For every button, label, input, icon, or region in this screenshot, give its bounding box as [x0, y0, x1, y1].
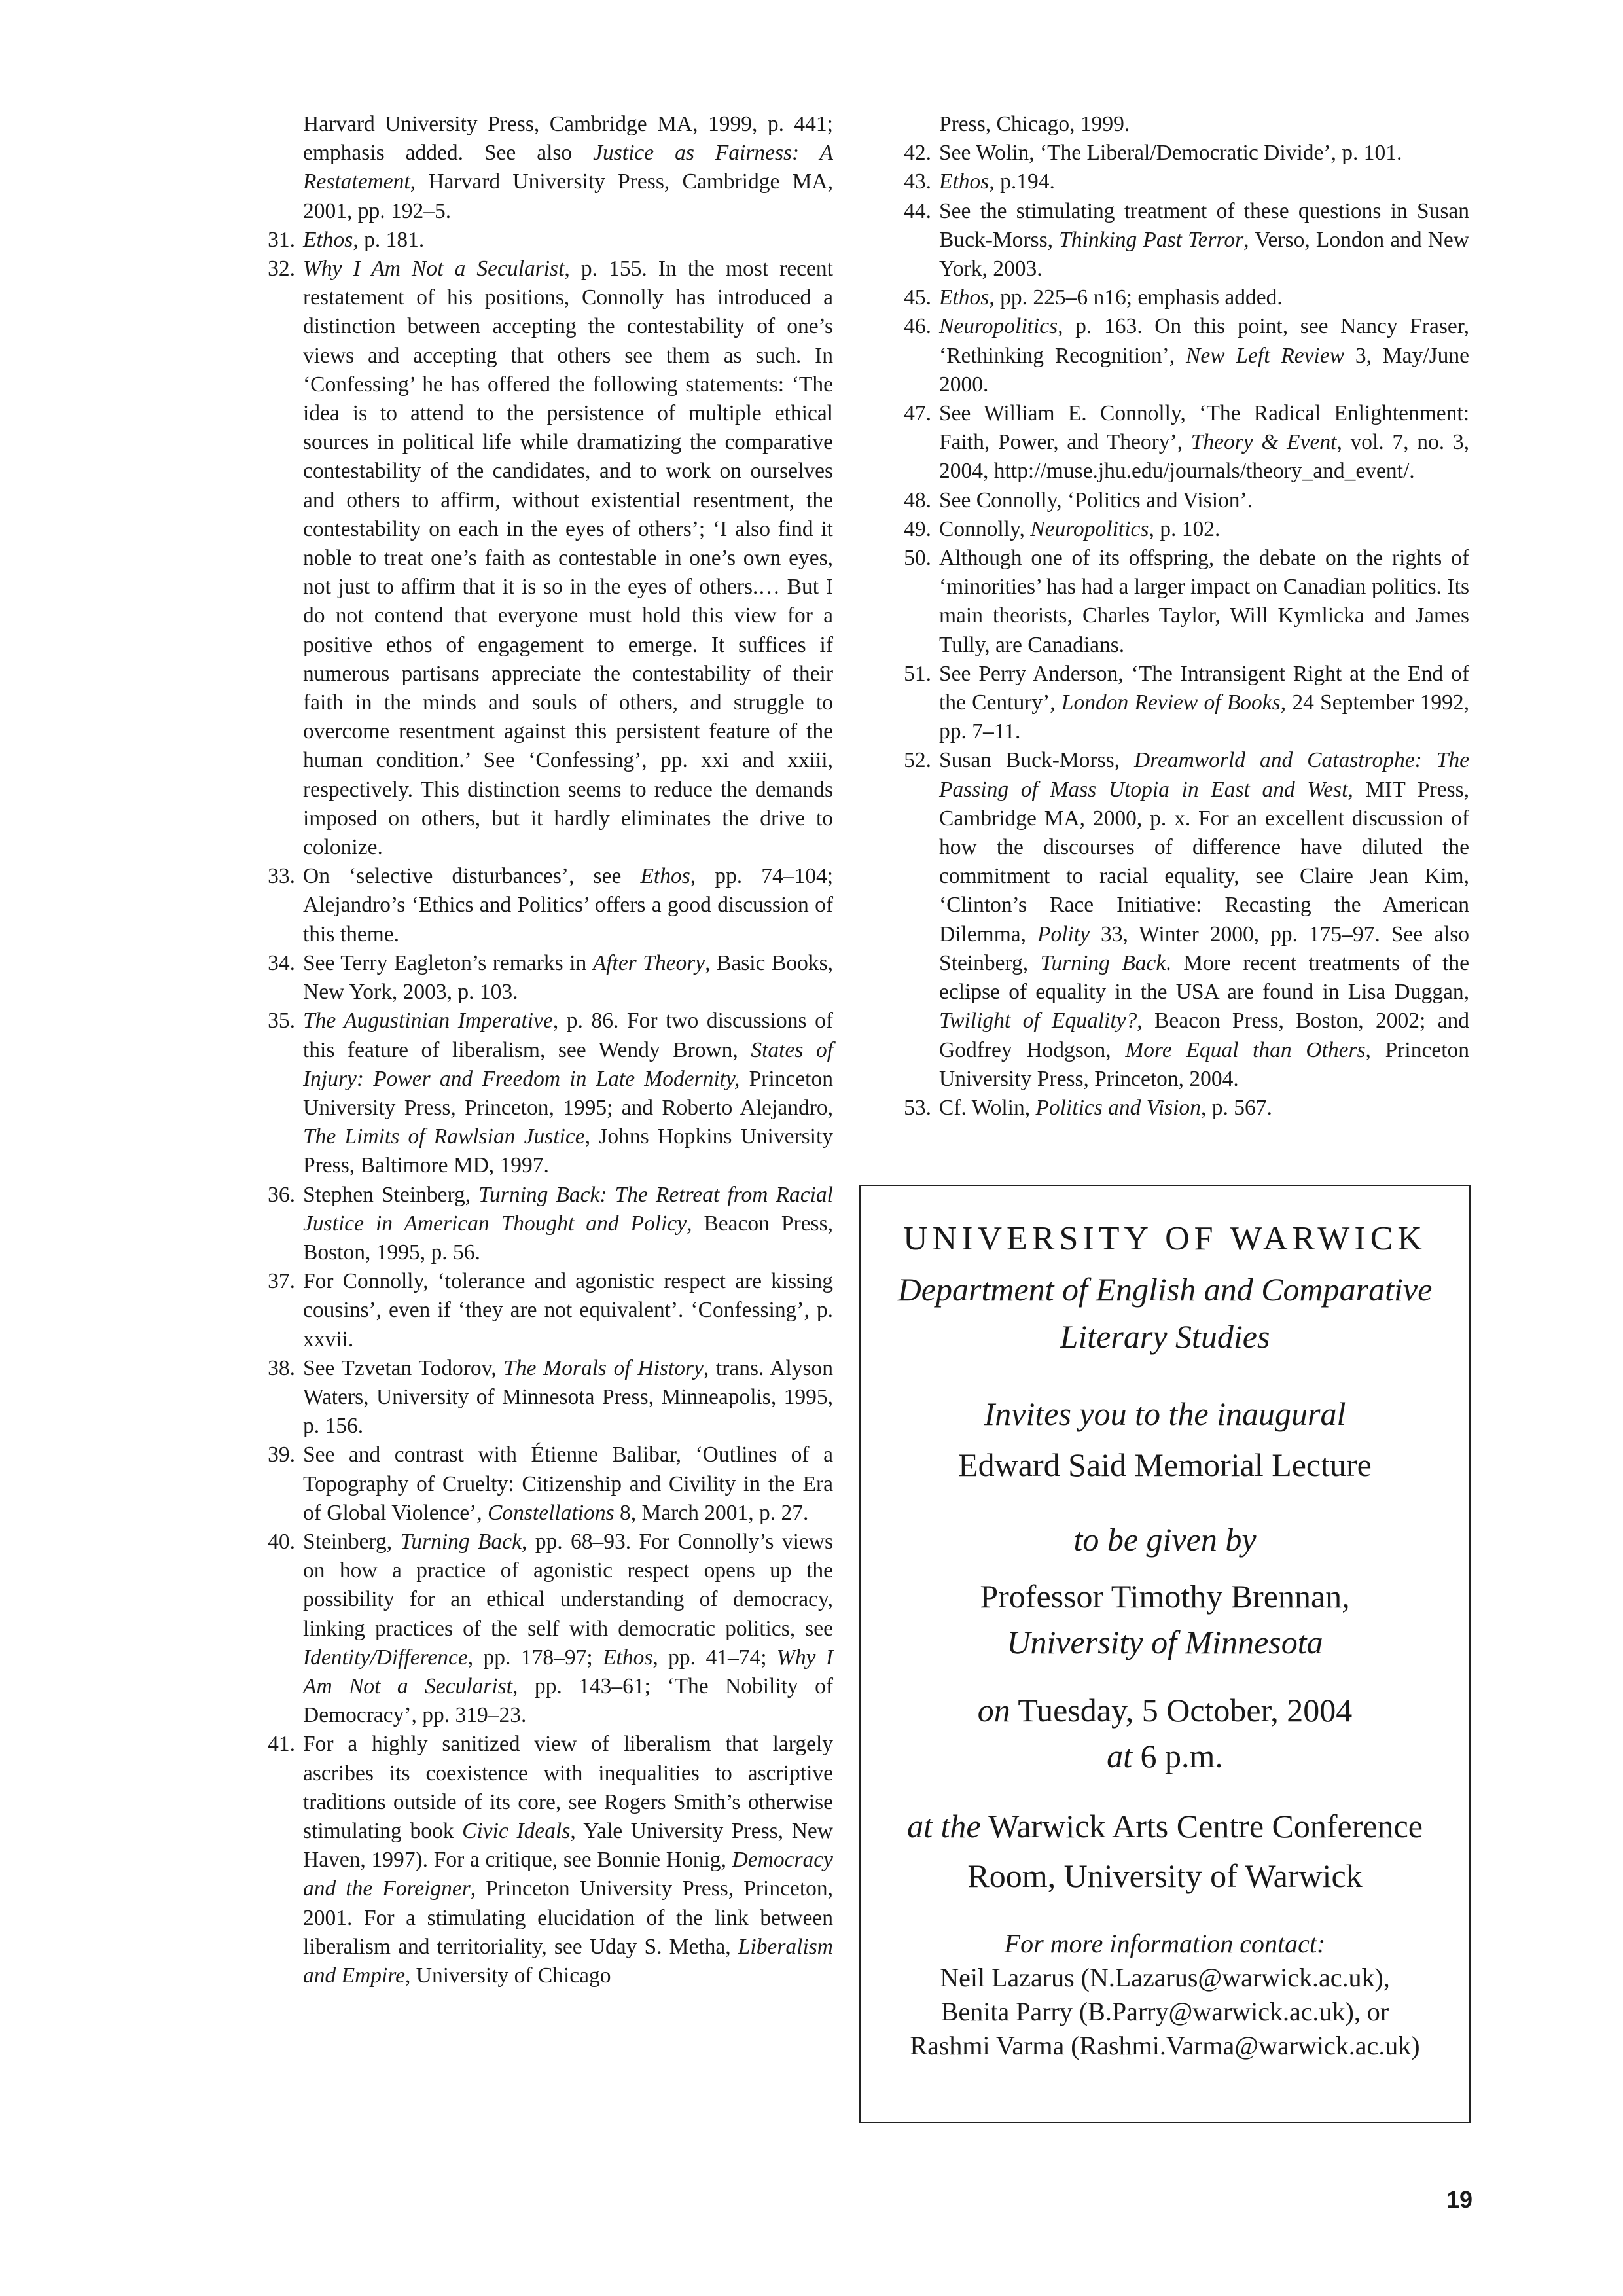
lecture-venue: at the Warwick Arts Centre Conference Room, University of Warwick [907, 1808, 1423, 1894]
note-45: 45. Ethos, pp. 225–6 n16; emphasis added. [904, 285, 1283, 310]
note-32: 32. Why I Am Not a Secularist, p. 155. In the most recent restatement of his positions, Connolly has introduced a distinction between accepting the contestability of one’s views and accepting that others see them as such. In ‘Confessing’ he has offered the following statements: ‘The idea is to attend to the persistence of multiple ethical sources in political life while dramatizing the comparative contestability of the candidates, and to work on ourselves and others to affirm, without existential resentment, the contestability on each in the eyes of others’; ‘I also find it noble to treat one’s faith as contestable in one’s own eyes, not just to affirm that it is so in the eyes of others.… But I do not contend that everyone must hold this view for a positive ethos of engagement to emerge. It suffices if numerous partisans appreciate the contestability of their faith in the minds and souls of others, and struggle to overcome resentment against this persistent feature of the human condition.’ See ‘Confessing’, pp. xxi and xxiii, respectively. This distinction seems to reduce the demands imposed on others, but it hardly eliminates the drive to colonize. [268, 257, 833, 860]
note-49: 49. Connolly, Neuropolitics, p. 102. [904, 516, 1221, 541]
contact-list [861, 1961, 1469, 2063]
note-47: 47. See William E. Connolly, ‘The Radical Enlightenment: Faith, Power, and Theory’, Theory & Event, vol. 7, no. 3, 2004, http://muse.jhu.edu/journals/theory_and_event/. [904, 401, 1469, 484]
page-number: 19 [1446, 2186, 1472, 2213]
note-33: 33. On ‘selective disturbances’, see Ethos, pp. 74–104; Alejandro’s ‘Ethics and Politics’ offers a good discussion of this theme. [268, 864, 834, 946]
left-column [264, 110, 833, 1990]
note-42: 42. See Wolin, ‘The Liberal/Democratic Divide’, p. 101. [904, 141, 1402, 166]
speaker-affiliation: University of Minnesota [1007, 1624, 1323, 1660]
note-52: 52. Susan Buck-Morss, Dreamworld and Catastrophe: The Passing of Mass Utopia in East and West, MIT Press, Cambridge MA, 2000, p. x. For an excellent discussion of how the discourses of difference have diluted the commitment to racial equality, see Claire Jean Kim, ‘Clinton’s Race Initiative: Recasting the American Dilemma, Polity 33, Winter 2000, pp. 175–97. See also Steinberg, Turning Back. More recent treatments of the eclipse of equality in the USA are found in Lisa Duggan, Twilight of Equality?, Beacon Press, Boston, 2002; and Godfrey Hodgson, More Equal than Others, Princeton University Press, Princeton, 2004. [904, 748, 1470, 1091]
department-name: Department of English and Comparative Literary Studies [897, 1271, 1433, 1355]
note-38: 38. See Tzvetan Todorov, The Morals of History, trans. Alyson Waters, University of Minnesota Press, Minneapolis, 1995, p. 156. [268, 1355, 833, 1439]
note-48: 48. See Connolly, ‘Politics and Vision’. [904, 488, 1253, 512]
note-30-continued: Harvard University Press, Cambridge MA, 1999, p. 441; emphasis added. See also Justice as Fairness: A Restatement, Harvard University Press, Cambridge MA, 2001, pp. 192–5. [303, 112, 833, 223]
note-34: 34. See Terry Eagleton’s remarks in After Theory, Basic Books, New York, 2003, p. 103. [268, 950, 833, 1005]
note-41-continued: Press, Chicago, 1999. [939, 112, 1130, 136]
lecture-announcement-box [859, 1185, 1471, 2123]
note-51: 51. See Perry Anderson, ‘The Intransigent Right at the End of the Century’, London Review of Books, 24 September 1992, pp. 7–11. [904, 661, 1470, 744]
note-41: 41. For a highly sanitized view of liberalism that largely ascribes its coexistence with inequalities to ascriptive traditions outside of its core, see Rogers Smith’s otherwise stimulating book Civic Ideals, Yale University Press, New Haven, 1997). For a critique, see Bonnie Honig, Democracy and the Foreigner, Princeton University Press, Princeton, 2001. For a stimulating elucidation of the link between liberalism and territoriality, see Uday S. Metha, Liberalism and Empire, University of Chicago [268, 1732, 834, 1988]
note-44: 44. See the stimulating treatment of these questions in Susan Buck-Morss, Thinking Past Terror, Verso, London and New York, 2003. [904, 198, 1469, 281]
note-43: 43. Ethos, p.194. [904, 170, 1055, 194]
lecture-date: on Tuesday, 5 October, 2004 [977, 1692, 1353, 1729]
contact-varma: Rashmi Varma (Rashmi.Varma@warwick.ac.uk) [910, 2031, 1420, 2060]
note-40: 40. Steinberg, Turning Back, pp. 68–93. For Connolly’s views on how a practice of agonistic respect opens up the possibility for an ethical understanding of democracy, linking practices of the self with democratic politics, see Identity/Difference, pp. 178–97; Ethos, pp. 41–74; Why I Am Not a Secularist, pp. 143–61; ‘The Nobility of Democracy’, pp. 319–23. [268, 1529, 834, 1728]
note-37: 37. For Connolly, ‘tolerance and agonistic respect are kissing cousins’, even if ‘they are not equivalent’. ‘Confessing’, p. xxvii. [268, 1269, 833, 1352]
contact-lazarus: Neil Lazarus (N.Lazarus@warwick.ac.uk), [940, 1963, 1390, 1992]
contact-heading: For more information contact: [1004, 1929, 1326, 1958]
note-50: 50. Although one of its offspring, the debate on the rights of ‘minorities’ has had a larger impact on Canadian politics. Its main theorists, Charles Taylor, Will Kymlicka and James Tully, are Canadians. [904, 546, 1469, 657]
contact-parry: Benita Parry (B.Parry@warwick.ac.uk), or [940, 1997, 1389, 2026]
lecture-title: Edward Said Memorial Lecture [958, 1446, 1372, 1483]
speaker-name: Professor Timothy Brennan, [980, 1578, 1350, 1615]
university-name: UNIVERSITY OF WARWICK [903, 1220, 1427, 1257]
lecture-time: at 6 p.m. [1107, 1738, 1223, 1774]
note-36: 36. Stephen Steinberg, Turning Back: The Retreat from Racial Justice in American Thought and Policy, Beacon Press, Boston, 1995, p. 56. [268, 1182, 833, 1265]
note-53: 53. Cf. Wolin, Politics and Vision, p. 567. [904, 1095, 1272, 1120]
note-35: 35. The Augustinian Imperative, p. 86. For two discussions of this feature of liberalism, see Wendy Brown, States of Injury: Power and Freedom in Late Modernity, Princeton University Press, Princeton, 1995; and Roberto Alejandro, The Limits of Rawlsian Justice, Johns Hopkins University Press, Baltimore MD, 1997. [268, 1009, 833, 1178]
note-31: 31. Ethos, p. 181. [268, 227, 425, 252]
right-column [900, 110, 1469, 1122]
note-39: 39. See and contrast with Étienne Balibar, ‘Outlines of a Topography of Cruelty: Citizenship and Civility in the Era of Global Violence’, Constellations 8, March 2001, p. 27. [268, 1443, 833, 1525]
given-by-line: to be given by [1073, 1521, 1257, 1558]
invite-line: Invites you to the inaugural [984, 1395, 1346, 1432]
note-46: 46. Neuropolitics, p. 163. On this point, see Nancy Fraser, ‘Rethinking Recognition’, New Left Review 3, May/June 2000. [904, 314, 1469, 397]
